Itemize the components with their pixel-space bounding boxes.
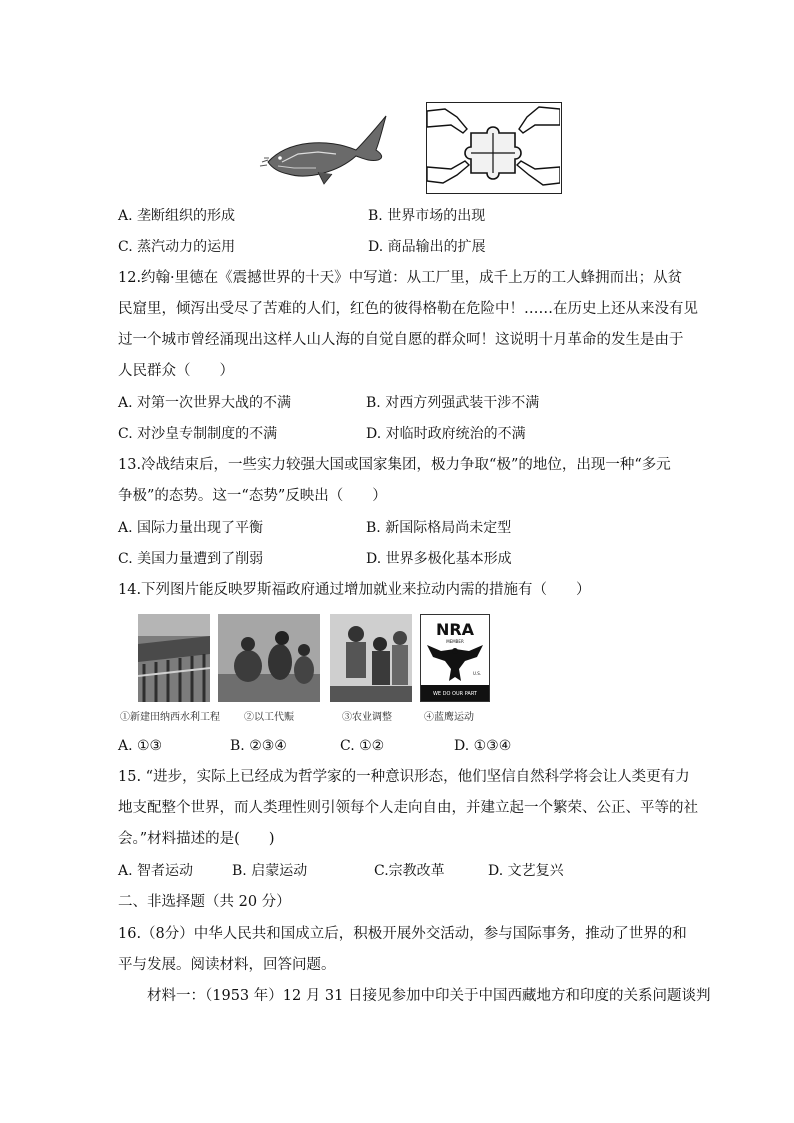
q15-option-d: D. 文艺复兴	[488, 863, 564, 879]
q12-stem-line-2: 民窟里，倾泻出受尽了苦难的人们，红色的彼得格勒在危险中！……在历史上还从来没有见	[118, 301, 698, 317]
q14-stem: 14.下列图片能反映罗斯福政府通过增加就业来拉动内需的措施有（ ）	[118, 582, 591, 598]
poster-title: NRA	[435, 620, 475, 639]
q14-caption-2: ②以工代赈	[244, 712, 294, 723]
q12-option-d: D. 对临时政府统治的不满	[366, 426, 526, 442]
q16-material-line-1: 材料一：（1953 年）12 月 31 日接见参加中印关于中国西藏地方和印度的关系问题谈判	[118, 988, 711, 1004]
agriculture-adjustment-photo	[330, 614, 412, 702]
q15-option-a: A. 智者运动	[118, 863, 194, 879]
q13-option-d: D. 世界多极化基本形成	[366, 551, 512, 567]
section-heading: 二、非选择题（共 20 分）	[118, 894, 291, 910]
q12-stem-line-3: 过一个城市曾经涌现出这样人山人海的自觉自愿的群众呵！这说明十月革命的发生是由于	[118, 332, 684, 348]
q15-option-c: C.宗教改革	[374, 863, 445, 879]
blue-eagle-poster	[420, 614, 490, 702]
q12-option-c: C. 对沙皇专制制度的不满	[118, 426, 278, 442]
work-relief-photo	[218, 614, 320, 702]
q14-caption-3: ③农业调整	[342, 712, 392, 723]
q12-option-a: A. 对第一次世界大战的不满	[118, 395, 292, 411]
q14-option-d: D. ①③④	[454, 738, 512, 754]
q12-option-b: B. 对西方列强武装干涉不满	[366, 395, 540, 411]
q11-option-c: C. 蒸汽动力的运用	[118, 239, 236, 255]
q15-stem-line-3: 会。”材料描述的是( )	[118, 831, 275, 847]
q15-stem-line-2: 地支配整个世界，而人类理性则引领每个人走向自由，并建立起一个繁荣、公正、平等的社	[118, 800, 698, 816]
q13-option-a: A. 国际力量出现了平衡	[118, 520, 264, 536]
q14-option-c: C. ①②	[340, 738, 385, 754]
poster-member-label: MEMBER	[446, 639, 464, 644]
q13-option-b: B. 新国际格局尚未定型	[366, 520, 512, 536]
poster-slogan: WE DO OUR PART	[432, 691, 478, 697]
tennessee-dam-photo	[138, 614, 210, 702]
q16-stem-line-1: 16.（8分）中华人民共和国成立后，积极开展外交活动，参与国际事务，推动了世界的和	[118, 926, 687, 942]
q12-stem-line-1: 12.约翰·里德在《震撼世界的十天》中写道：从工厂里，成千上万的工人蜂拥而出；从贫	[118, 270, 683, 286]
q14-caption-1: ①新建田纳西水利工程	[120, 712, 220, 723]
q13-stem-line-2: 争极”的态势。这一“态势”反映出（ ）	[118, 488, 387, 504]
q13-option-c: C. 美国力量遭到了削弱	[118, 551, 264, 567]
q15-option-b: B. 启蒙运动	[232, 863, 308, 879]
q12-stem-line-4: 人民群众（ ）	[118, 363, 234, 379]
q15-stem-line-1: 15. “进步，实际上已经成为哲学家的一种意识形态，他们坚信自然科学将会让人类更有力	[118, 769, 690, 785]
q16-stem-line-2: 平与发展。阅读材料，回答问题。	[118, 957, 336, 973]
q14-option-a: A. ①③	[118, 738, 163, 754]
poster-us-label: U.S.	[473, 671, 482, 676]
q11-option-b: B. 世界市场的出现	[368, 208, 486, 224]
q14-caption-4: ④蓝鹰运动	[424, 712, 474, 723]
q13-stem-line-1: 13.冷战结束后，一些实力较强大国或国家集团，极力争取“极”的地位，出现一种“多元	[118, 457, 671, 473]
whale-illustration	[258, 110, 390, 190]
q11-option-a: A. 垄断组织的形成	[118, 208, 236, 224]
q14-option-b: B. ②③④	[230, 738, 287, 754]
puzzle-hands-illustration	[426, 102, 562, 194]
q11-option-d: D. 商品输出的扩展	[368, 239, 486, 255]
